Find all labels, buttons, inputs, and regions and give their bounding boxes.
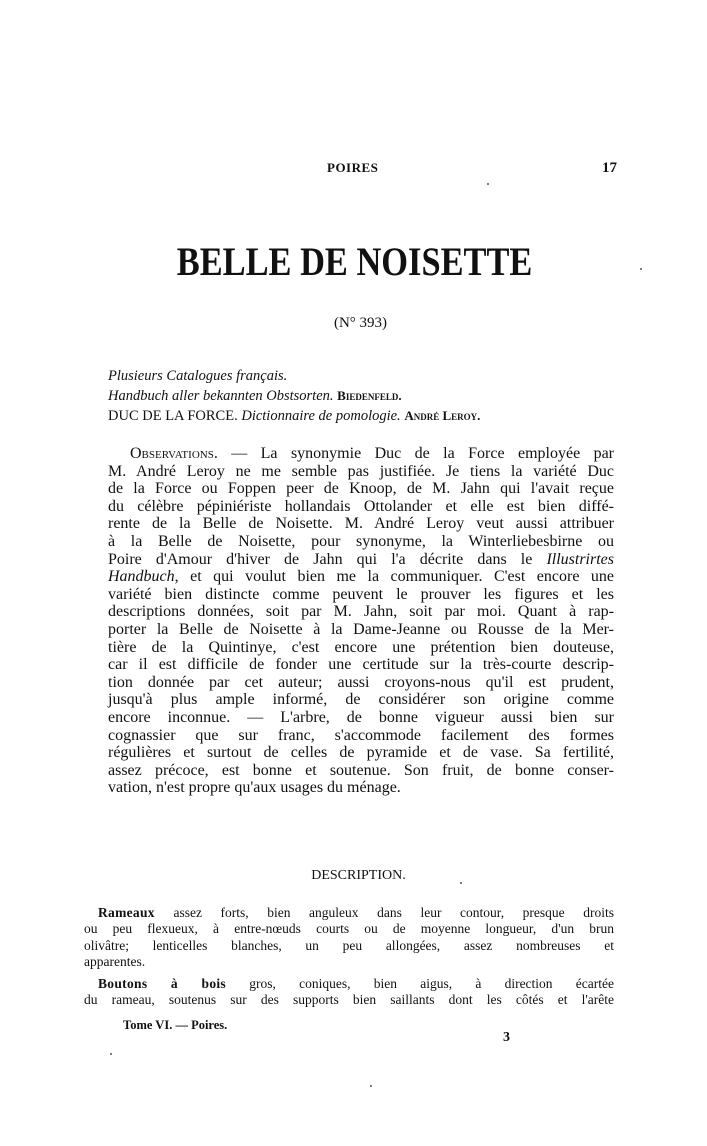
volume-footer: Tome VI. — Poires. xyxy=(123,1018,228,1032)
text-line: vation, n'est propre qu'aux usages du ménage. xyxy=(108,779,401,797)
section-heading: DESCRIPTION. xyxy=(311,868,406,883)
synonym-line xyxy=(108,388,402,405)
text-line: porter la Belle de Noisette à la Dame-Jeanne ou Rousse de la Mer- xyxy=(108,620,614,638)
text-line: Poire d'Amour d'hiver de Jahn qui l'a décrite dans le Illustrirtes xyxy=(108,550,614,568)
catalog-number: (N° 393) xyxy=(333,315,388,331)
observations-lead: Observations. xyxy=(130,445,218,462)
scan-speck xyxy=(110,1053,112,1055)
synonym-source: Plusieurs Catalogues français. xyxy=(108,368,288,384)
text-line: rente de la Belle de Noisette. M. André Leroy veut aussi attribuer xyxy=(108,515,614,533)
text-line: tière de la Quintinye, c'est encore une prétention bien douteuse, xyxy=(108,638,614,656)
text-line: cognassier que sur franc, s'accommode facilement des formes xyxy=(108,726,614,744)
text-line: à la Belle de Noisette, pour synonyme, la Winterliebesbirne ou xyxy=(108,532,614,550)
text-line: car il est difficile de fonder une certitude sur la très-courte descrip- xyxy=(108,656,614,674)
scan-speck xyxy=(487,183,489,185)
text-line: régulières et surtout de celles de pyramide et de vase. Sa fertilité, xyxy=(108,744,614,762)
signature-mark: 3 xyxy=(503,1030,510,1045)
synonym-author: André Leroy. xyxy=(404,408,481,423)
term-lead: Rameaux xyxy=(98,905,155,920)
page-number: 17 xyxy=(602,160,617,176)
text-line: du célèbre pépiniériste hollandais Ottolander et elle est bien diffé- xyxy=(108,497,614,515)
text-line: variété bien distincte comme peuvent le prouver les figures et les xyxy=(108,585,614,603)
observations-paragraph xyxy=(108,445,614,797)
synonym-author: Biedenfeld. xyxy=(337,388,402,403)
synonym-line xyxy=(108,408,480,425)
text-line: apparentes. xyxy=(84,954,146,970)
text-line: ou peu flexueux, à entre-nœuds courts ou de moyenne longueur, d'un brun xyxy=(84,921,614,937)
term-lead: Boutons à bois xyxy=(98,976,226,991)
text-line: assez précoce, est bonne et soutenue. Son fruit, de bonne conser- xyxy=(108,761,614,779)
scan-speck xyxy=(370,1085,372,1087)
text-line: Handbuch, et qui voulut bien me la communiquer. C'est encore une xyxy=(108,568,614,586)
italic-title: Illustrirtes xyxy=(546,550,614,568)
text-line: encore inconnue. — L'arbre, de bonne vigueur aussi bien sur xyxy=(108,708,614,726)
text-line: Observations. — La synonymie Duc de la Force employée par xyxy=(130,445,615,462)
text-line: descriptions données, soit par M. Jahn, soit par moi. Quant à rap- xyxy=(108,603,614,621)
italic-title: Handbuch xyxy=(108,568,175,586)
text-line: tion donnée par cet auteur; aussi croyons-nous qu'il est prudent, xyxy=(108,673,614,691)
text-line: Rameaux assez forts, bien anguleux dans leur contour, presque droits xyxy=(98,905,615,920)
scan-speck xyxy=(460,882,462,884)
description-paragraph-rameaux xyxy=(84,905,614,971)
synonym-name: DUC DE LA FORCE. xyxy=(108,408,238,424)
synonym-source: Dictionnaire de pomologie. xyxy=(241,408,401,424)
page-title: BELLE DE NOISETTE xyxy=(176,239,533,284)
running-head: POIRES xyxy=(327,160,379,175)
text-line: jusqu'à plus ample informé, de considérer son origine comme xyxy=(108,691,614,709)
synonym-source: Handbuch aller bekannten Obstsorten. xyxy=(108,388,334,404)
text-line: M. André Leroy ne me semble pas justifiée. Je tiens la variété Duc xyxy=(108,462,614,480)
description-paragraph-boutons xyxy=(84,976,614,1009)
text-line: de la Force ou Foppen peer de Knoop, de M. Jahn qui l'avait reçue xyxy=(108,480,614,498)
synonym-line xyxy=(108,368,287,385)
scan-speck xyxy=(640,268,642,270)
text-line: du rameau, soutenus sur des supports bien saillants dont les côtés et l'arête xyxy=(84,992,614,1008)
text-line: olivâtre; lenticelles blanches, un peu allongées, assez nombreuses et xyxy=(84,937,614,953)
text-line: Boutons à bois gros, coniques, bien aigus, à direction écartée xyxy=(98,976,615,991)
